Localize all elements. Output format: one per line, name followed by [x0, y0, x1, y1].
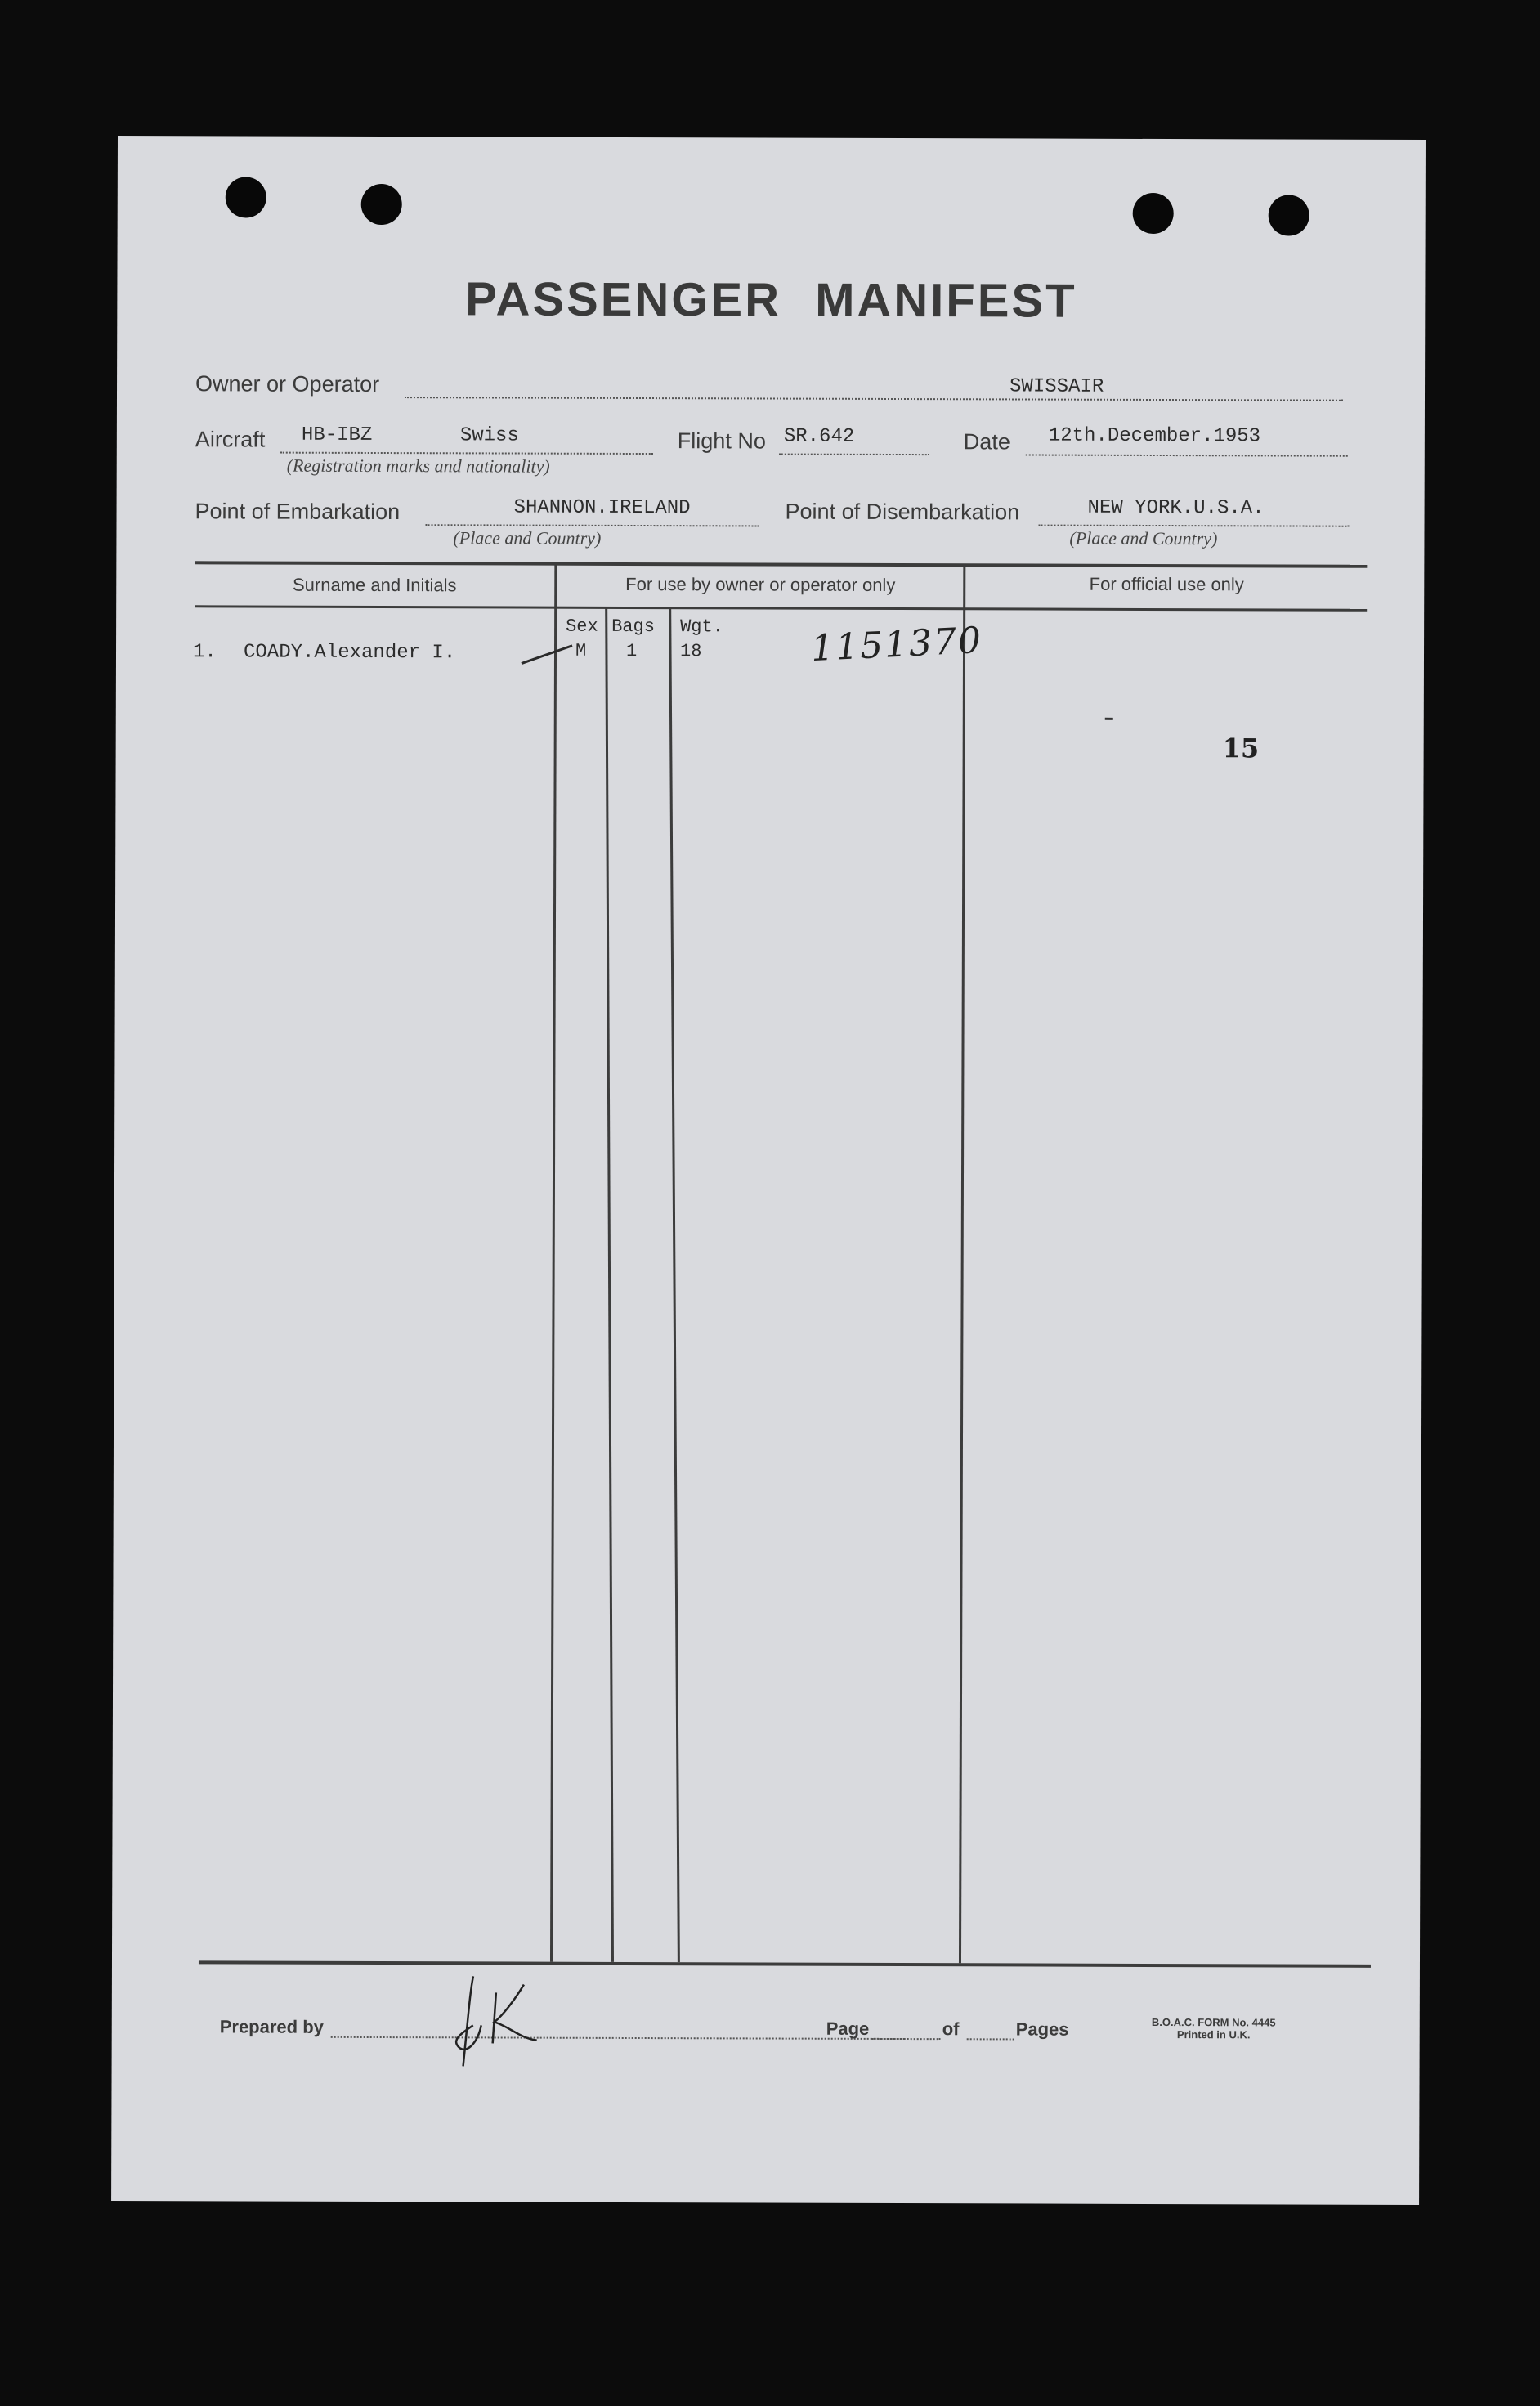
row-sex: M [575, 640, 587, 661]
dash-mark [1105, 718, 1113, 720]
check-mark [520, 643, 577, 667]
punch-hole-2 [361, 184, 402, 225]
form-number-line1: B.O.A.C. FORM No. 4445 [1151, 2015, 1276, 2029]
embarkation-label: Point of Embarkation [195, 499, 401, 525]
prepared-by-label: Prepared by [219, 2016, 324, 2037]
manifest-sheet [111, 136, 1426, 2205]
row-bags: 1 [625, 640, 638, 661]
prepared-by-line [331, 2036, 905, 2040]
subheader-wgt: Wgt. [680, 616, 723, 638]
official-stamp-number: 15 [1222, 733, 1260, 764]
punch-hole-4 [1269, 195, 1309, 235]
aircraft-line [280, 452, 653, 455]
handwritten-number: 1151370 [809, 619, 984, 670]
page-number-line [872, 2038, 941, 2040]
col-header-owner-use: For use by owner or operator only [625, 573, 896, 595]
disembarkation-sublabel: (Place and Country) [1069, 527, 1218, 549]
date-value: 12th.December.1953 [1048, 424, 1261, 448]
col-header-surname: Surname and Initials [292, 574, 457, 596]
embarkation-sublabel: (Place and Country) [453, 527, 602, 549]
col-rule-bags [669, 608, 680, 1962]
form-number [1132, 2016, 1296, 2041]
owner-value: SWISSAIR [1009, 375, 1104, 398]
aircraft-label: Aircraft [195, 427, 266, 452]
disembarkation-label: Point of Disembarkation [785, 499, 1020, 525]
embarkation-value: SHANNON.IRELAND [513, 496, 691, 520]
col-rule-owner [959, 565, 965, 1963]
total-pages-line [967, 2038, 1014, 2040]
flight-line [779, 454, 929, 456]
punch-hole-1 [226, 177, 266, 217]
aircraft-registration: HB-IBZ [301, 423, 373, 446]
date-line [1026, 454, 1348, 456]
col-rule-surname [550, 564, 557, 1962]
of-label: of [942, 2018, 960, 2040]
table-header-rule [195, 605, 1367, 612]
flight-value: SR.642 [783, 425, 855, 448]
initials-signature [445, 1968, 568, 2074]
col-rule-sex [605, 608, 614, 1962]
embarkation-line [426, 524, 759, 526]
row-weight: 18 [679, 641, 702, 662]
row-number: 1. [192, 641, 217, 664]
date-label: Date [963, 429, 1010, 455]
pages-label: Pages [1015, 2018, 1069, 2040]
table-bottom-rule [199, 1960, 1371, 1968]
owner-line [405, 397, 1343, 401]
punch-hole-3 [1133, 193, 1174, 234]
row-passenger-name: COADY.Alexander I. [243, 641, 456, 665]
col-header-official: For official use only [1089, 573, 1244, 595]
disembarkation-line [1039, 525, 1350, 527]
subheader-sex: Sex [566, 616, 598, 637]
flight-label: Flight No [677, 428, 766, 454]
owner-label: Owner or Operator [195, 371, 380, 397]
aircraft-nationality: Swiss [459, 424, 519, 447]
aircraft-sublabel: (Registration marks and nationality) [286, 455, 550, 477]
table-top-rule [195, 561, 1367, 568]
form-title: PASSENGER MANIFEST [465, 272, 1077, 328]
disembarkation-value: NEW YORK.U.S.A. [1087, 496, 1265, 520]
subheader-bags: Bags [611, 616, 655, 638]
form-number-line2: Printed in U.K. [1176, 2028, 1251, 2041]
page-label: Page [826, 2018, 870, 2039]
